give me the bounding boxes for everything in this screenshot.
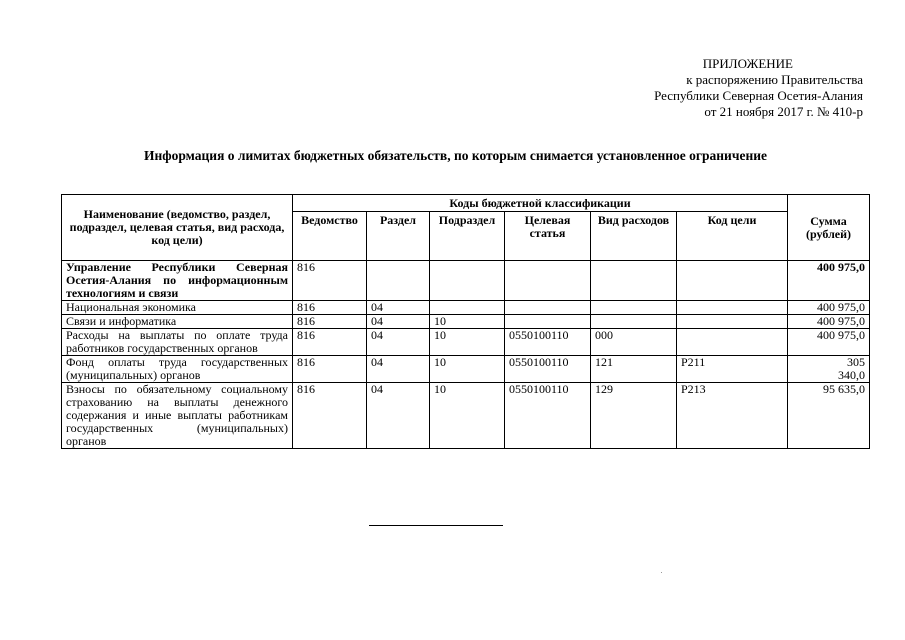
cell-razdel: 04 (367, 315, 430, 329)
table-row (62, 383, 870, 449)
cell-razdel: 04 (367, 329, 430, 356)
table-row (62, 301, 870, 315)
budget-table (61, 194, 870, 449)
header-name: Наименование (ведомство, раздел, подраздел, целевая статья, вид расхода, код цели) (62, 195, 293, 261)
appendix-heading: ПРИЛОЖЕНИЕ (702, 56, 793, 71)
appendix-block (654, 56, 863, 120)
cell-kod-celi (677, 315, 788, 329)
appendix-line: к распоряжению Правительства (686, 72, 863, 87)
cell-podrazdel: 10 (430, 383, 505, 449)
cell-name: Фонд оплаты труда государственных (муниципальных) органов (62, 356, 293, 383)
cell-vid: 000 (591, 329, 677, 356)
header-vid: Вид расходов (591, 212, 677, 261)
header-vedomstvo: Ведомство (293, 212, 367, 261)
cell-celevaya (505, 301, 591, 315)
cell-podrazdel: 10 (430, 329, 505, 356)
header-codes: Коды бюджетной классификации (293, 195, 788, 212)
cell-name: Взносы по обязательному социальному страхованию на выплаты денежного содержания и иные выплаты работникам государственных (муниципальных) органов (62, 383, 293, 449)
cell-celevaya (505, 315, 591, 329)
header-kod-celi: Код цели (677, 212, 788, 261)
header-podrazdel: Подраздел (430, 212, 505, 261)
cell-kod-celi (677, 329, 788, 356)
cell-celevaya: 0550100110 (505, 329, 591, 356)
sum-wrapped-value: 305 340,0 (838, 355, 866, 382)
cell-vid (591, 301, 677, 315)
cell-sum: 400 975,0 (788, 329, 870, 356)
cell-kod-celi (677, 261, 788, 301)
cell-podrazdel (430, 261, 505, 301)
cell-razdel: 04 (367, 383, 430, 449)
header-sum: Сумма (рублей) (788, 195, 870, 261)
cell-celevaya: 0550100110 (505, 356, 591, 383)
cell-vid: 121 (591, 356, 677, 383)
appendix-line: Республики Северная Осетия-Алания (654, 88, 863, 103)
cell-podrazdel: 10 (430, 315, 505, 329)
cell-vedomstvo: 816 (293, 315, 367, 329)
cell-celevaya: 0550100110 (505, 383, 591, 449)
cell-vedomstvo: 816 (293, 356, 367, 383)
header-celevaya: Целевая статья (505, 212, 591, 261)
cell-vedomstvo: 816 (293, 329, 367, 356)
table-row (62, 356, 870, 383)
cell-razdel: 04 (367, 301, 430, 315)
table-row (62, 261, 870, 301)
cell-sum: 400 975,0 (788, 261, 870, 301)
cell-kod-celi: Р211 (677, 356, 788, 383)
cell-name: Национальная экономика (62, 301, 293, 315)
header-razdel: Раздел (367, 212, 430, 261)
cell-sum: 400 975,0 (788, 301, 870, 315)
document-title: Информация о лимитах бюджетных обязательств, по которым снимается установленное ограничение (143, 148, 767, 163)
appendix-date-line: от 21 ноября 2017 г. № 410-р (704, 104, 863, 119)
cell-vid: 129 (591, 383, 677, 449)
cell-kod-celi: Р213 (677, 383, 788, 449)
scan-speck (661, 572, 662, 573)
separator-line (369, 525, 503, 526)
cell-name: Управление Республики Северная Осетия-Алания по информационным технологиям и связи (62, 261, 293, 301)
table-row (62, 329, 870, 356)
cell-celevaya (505, 261, 591, 301)
cell-podrazdel: 10 (430, 356, 505, 383)
cell-razdel (367, 261, 430, 301)
cell-sum (788, 356, 870, 383)
cell-razdel: 04 (367, 356, 430, 383)
cell-sum: 400 975,0 (788, 315, 870, 329)
cell-vid (591, 261, 677, 301)
cell-vedomstvo: 816 (293, 261, 367, 301)
cell-vedomstvo: 816 (293, 301, 367, 315)
cell-sum: 95 635,0 (788, 383, 870, 449)
cell-name: Расходы на выплаты по оплате труда работников государственных органов (62, 329, 293, 356)
cell-name: Связи и информатика (62, 315, 293, 329)
cell-podrazdel (430, 301, 505, 315)
cell-vid (591, 315, 677, 329)
cell-vedomstvo: 816 (293, 383, 367, 449)
cell-kod-celi (677, 301, 788, 315)
table-row (62, 315, 870, 329)
